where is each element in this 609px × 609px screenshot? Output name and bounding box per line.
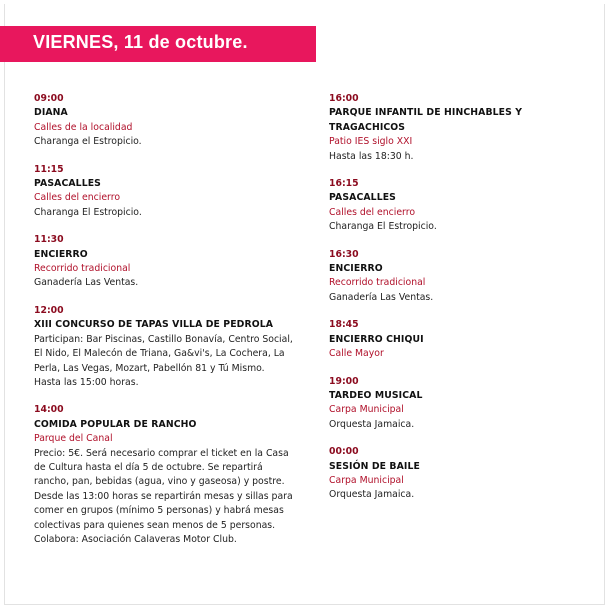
event-time: 16:15 <box>329 178 359 190</box>
event-item <box>34 403 294 547</box>
event-name: TARDEO MUSICAL <box>329 389 423 401</box>
event-item <box>34 92 294 150</box>
event-item <box>329 92 589 164</box>
event-place: Recorrido tradicional <box>34 263 131 275</box>
event-item <box>34 163 294 221</box>
event-name: ENCIERRO <box>329 263 383 275</box>
event-sponsor: Colabora: Asociación Calaveras Motor Club. <box>34 533 237 545</box>
event-description: Precio: 5€. Será necesario comprar el ticket en la Casa de Cultura hasta el día 5 de octubre. Se repartirá rancho, pan, bebidas (agua, vino y gaseosa) y postre. Desde las 13:00 horas se repartirán mesas y sillas para comer en grupos (mínimo 5 personas) y habrá mesas colectivas para quienes sean menos de 5 personas. <box>34 447 293 531</box>
event-name: SESIÓN DE BAILE <box>329 460 420 472</box>
event-name: PARQUE INFANTIL DE HINCHABLES Y TRAGACHICOS <box>329 107 523 133</box>
event-description: Ganadería Las Ventas. <box>34 277 139 289</box>
event-time: 16:30 <box>329 248 359 260</box>
event-place: Calles de la localidad <box>34 121 133 133</box>
left-column <box>34 92 294 560</box>
event-item <box>34 233 294 291</box>
event-place: Carpa Municipal <box>329 404 404 416</box>
event-description: Charanga El Estropicio. <box>34 206 142 218</box>
event-name: PASACALLES <box>329 192 396 204</box>
event-place: Calles del encierro <box>329 206 416 218</box>
event-time: 12:00 <box>34 304 64 316</box>
event-item <box>329 375 589 433</box>
event-time: 14:00 <box>34 404 64 416</box>
event-item <box>329 177 589 235</box>
event-name: DIANA <box>34 107 68 119</box>
event-place: Parque del Canal <box>34 433 113 445</box>
event-name: PASACALLES <box>34 178 101 190</box>
event-place: Calles del encierro <box>34 192 121 204</box>
event-time: 18:45 <box>329 319 359 331</box>
event-time: 00:00 <box>329 446 359 458</box>
event-description: Charanga El Estropicio. <box>329 221 437 233</box>
event-item <box>34 304 294 390</box>
event-time: 19:00 <box>329 375 359 387</box>
event-place: Recorrido tradicional <box>329 277 426 289</box>
event-time: 11:15 <box>34 163 64 175</box>
event-time: 16:00 <box>329 93 359 104</box>
event-place: Calle Mayor <box>329 348 384 360</box>
day-title: VIERNES, 11 de octubre. <box>33 32 248 52</box>
event-description: Participan: Bar Piscinas, Castillo Bonavía, Centro Social, El Nido, El Malecón de Triana, Ga&vi's, La Cochera, La Perla, Las Vegas, Mozart, Pabellón 81 y Tú Mismo. Hasta las 15:00 horas. <box>34 333 293 388</box>
event-place: Patio IES siglo XXI <box>329 136 413 148</box>
event-time: 11:30 <box>34 234 64 246</box>
event-item <box>329 248 589 306</box>
event-time: 09:00 <box>34 93 64 104</box>
event-description: Orquesta Jamaica. <box>329 418 415 430</box>
event-description: Hasta las 18:30 h. <box>329 150 414 162</box>
event-name: ENCIERRO <box>34 248 88 260</box>
event-item <box>329 445 589 503</box>
right-column <box>329 92 589 516</box>
event-item <box>329 318 589 361</box>
event-name: COMIDA POPULAR DE RANCHO <box>34 418 197 430</box>
event-description: Orquesta Jamaica. <box>329 489 415 501</box>
event-name: XIII CONCURSO DE TAPAS VILLA DE PEDROLA <box>34 319 274 331</box>
event-place: Carpa Municipal <box>329 474 404 486</box>
event-description: Ganadería Las Ventas. <box>329 291 434 303</box>
day-header-banner <box>0 26 316 62</box>
event-description: Charanga el Estropicio. <box>34 136 142 148</box>
event-name: ENCIERRO CHIQUI <box>329 333 424 345</box>
